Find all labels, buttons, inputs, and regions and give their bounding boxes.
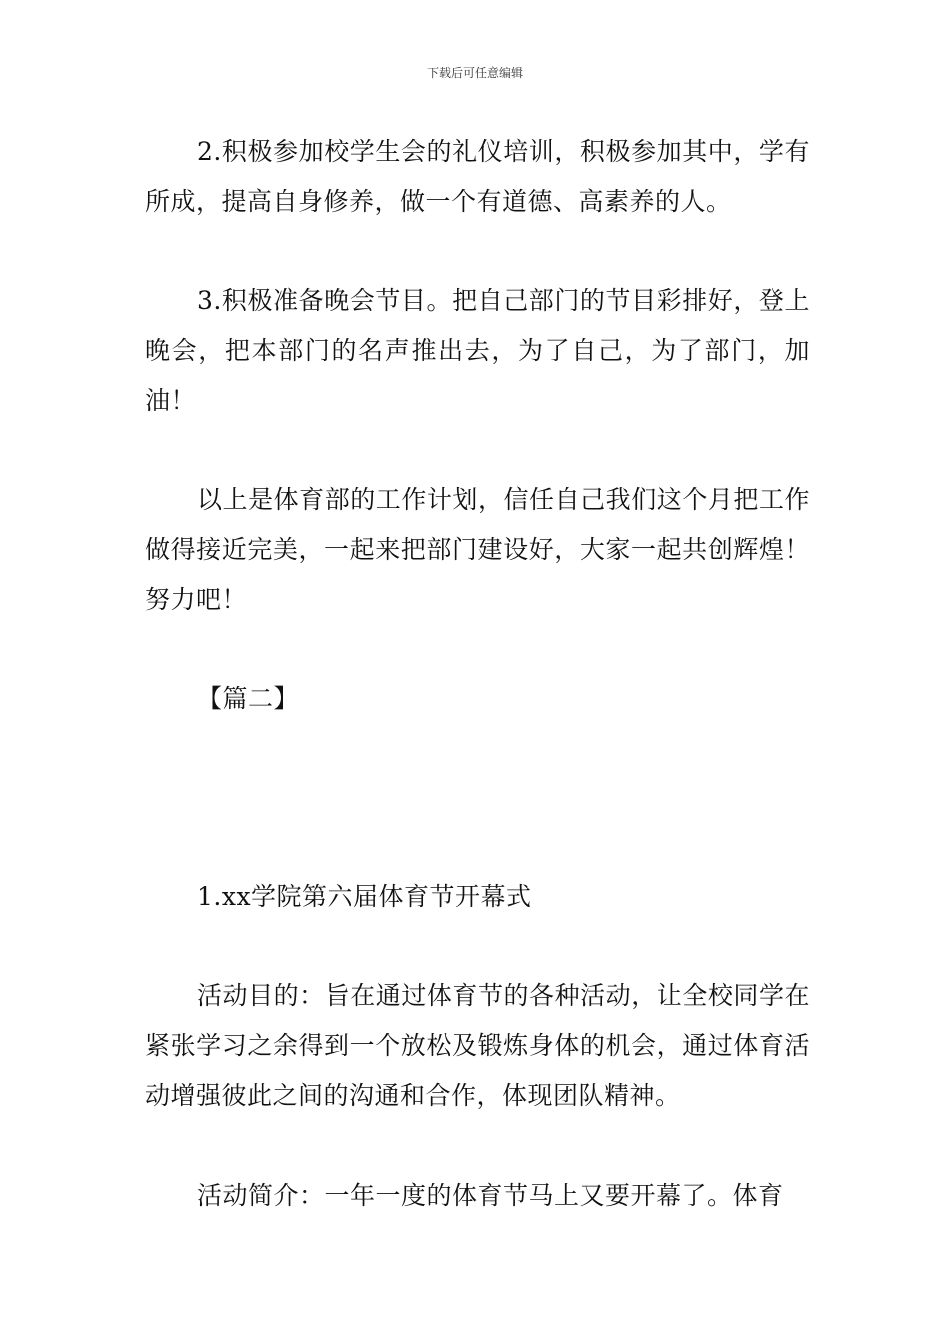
section-heading-part-two: 【篇二】 bbox=[197, 684, 300, 713]
item-heading-opening-ceremony: 1.xx学院第六届体育节开幕式 bbox=[197, 882, 532, 911]
paragraph-activity-intro: 活动简介：一年一度的体育节马上又要开幕了。体育 bbox=[197, 1181, 784, 1210]
paragraph-etiquette-training: 2.积极参加校学生会的礼仪培训，积极参加其中，学有所成，提高自身修养，做一个有道德、高素养的人。 bbox=[145, 137, 810, 216]
page-header: 下载后可任意编辑 bbox=[426, 66, 523, 80]
paragraph-activity-purpose: 活动目的：旨在通过体育节的各种活动，让全校同学在紧张学习之余得到一个放松及锻炼身体的机会，通过体育活动增强彼此之间的沟通和合作，体现团队精神。 bbox=[145, 981, 810, 1110]
paragraph-evening-show: 3.积极准备晚会节目。把自己部门的节目彩排好，登上晚会，把本部门的名声推出去，为了自己，为了部门，加油！ bbox=[145, 286, 810, 415]
paragraph-conclusion: 以上是体育部的工作计划，信任自己我们这个月把工作做得接近完美，一起来把部门建设好，大家一起共创辉煌！努力吧！ bbox=[145, 485, 810, 614]
